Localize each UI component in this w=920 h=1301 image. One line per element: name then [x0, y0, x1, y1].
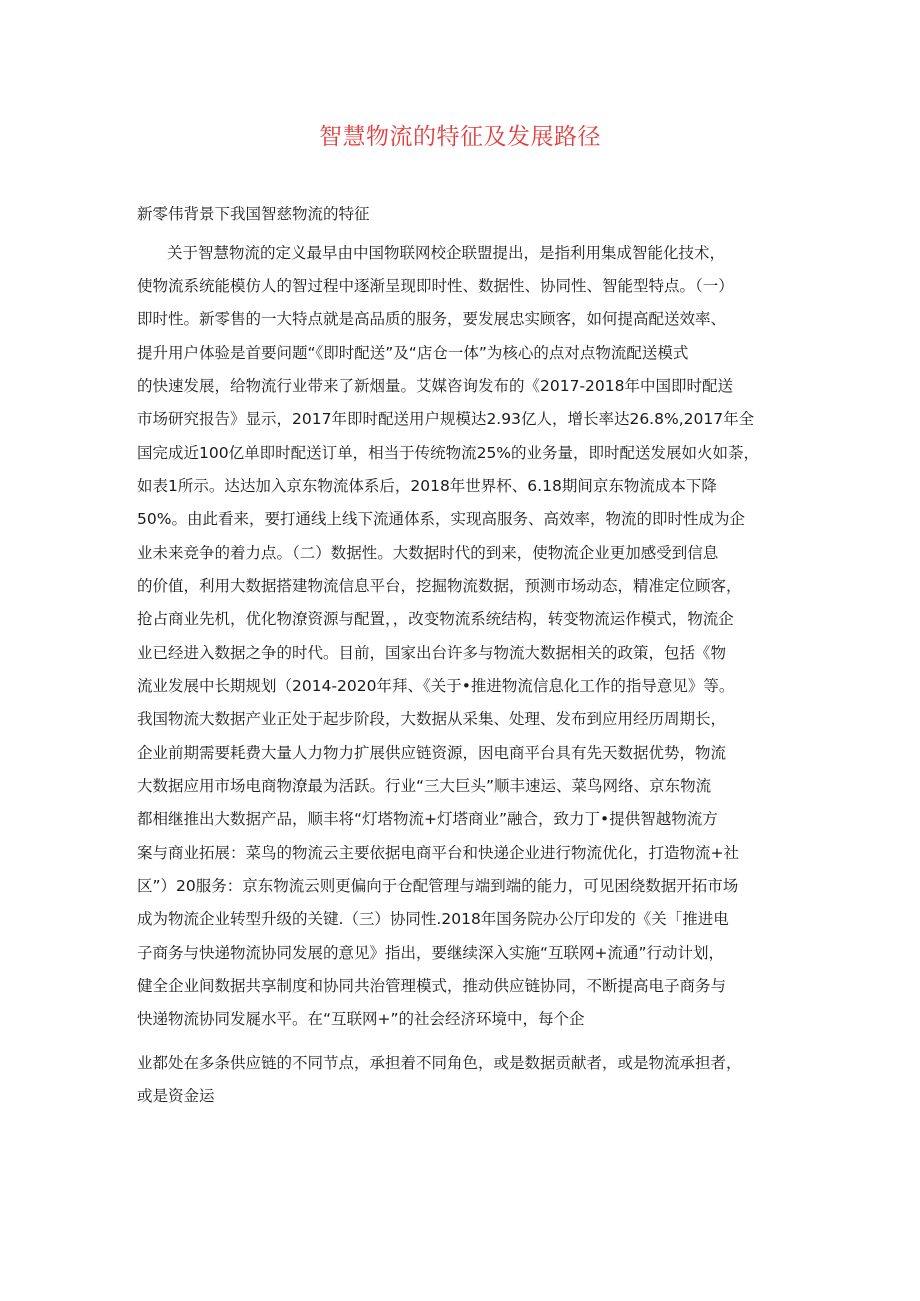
- paragraph-line: 健全企业间数据共享制度和协同共治管理模式，推动供应链协同，不断提高电子商务与: [137, 977, 727, 995]
- paragraph-line: 区”）20服务：京东物流云则更偏向于仓配管理与端到端的能力，可见困绕数据开拓市场: [137, 877, 739, 895]
- paragraph-line: 企业前期需要耗费大量人力物力扩展供应链资源，因电商平台具有先天数据优势，物流: [137, 744, 727, 762]
- page-title: 智慧物流的特征及发展路径: [319, 124, 601, 150]
- paragraph-line: 流业发展中长期规划（2014-2020年拜、《关于•推进物流信息化工作的指导意见》等。: [137, 677, 735, 695]
- paragraph-line: 或是资金运: [137, 1087, 215, 1105]
- paragraph-line: 业未来竞争的着力点。（二）数据性。大数据时代的到来，使物流企业更加感受到信息: [137, 544, 719, 562]
- paragraph-line: 成为物流企业转型升级的关键.（三）协同性.2018年国务院办公厅印发的《关「推进电: [137, 910, 729, 928]
- paragraph-line: 子商务与快递物流协同发展的意见》指出，要继续深入实施“互联网+流通”行动计划，: [137, 944, 725, 962]
- paragraph-line: 提升用户体验是首要问题“《即时配送”及“店仓一体”为核心的点对点物流配送模式: [137, 344, 689, 362]
- paragraph-line: 50%。由此看来，要打通线上线下流通体系，实现高服务、高效率，物流的即时性成为企: [137, 510, 745, 528]
- paragraph-line: 使物流系统能模仿人的智过程中逐渐呈现即时性、数据性、协同性、智能型特点。（一）: [137, 277, 734, 295]
- paragraph-line: 的价值，利用大数据搭建物流信息平台，挖掘物流数据，预测市场动态，精准定位顾客，: [137, 577, 742, 595]
- paragraph-line: 国完成近100亿单即时配送订单，相当于传统物流25%的业务量，即时配送发展如火如荼，: [137, 444, 760, 462]
- paragraph-line: 快递物流协同发屣水平。在“互联网+”的社会经济环境中，每个企: [137, 1010, 585, 1028]
- paragraph-line: 如表1所示。达达加入京东物流体系后，2018年世界杯、6.18期间京东物流成本下降: [137, 477, 717, 495]
- paragraph-line: 业已经进入数据之争的时代。目前，国家出台许多与物流大数据相关的政策，包括《物: [137, 644, 727, 662]
- paragraph-line: 业都处在多条供应链的不同节点，承担着不同角色，或是数据贡献者，或是物流承担者，: [137, 1054, 742, 1072]
- paragraph-line: 都相继推出大数据产品，顺丰将“灯塔物流+灯塔商业”融合，致力丁•提供智越物流方: [137, 810, 718, 828]
- paragraph-line: 抢占商业先机，优化物潦资源与配置，，改变物流系统结构，转变物流运作模式，物流企: [137, 610, 734, 628]
- paragraph-line: 案与商业拓展：菜鸟的物流云主要依据电商平台和快递企业进行物流优化，打造物流+社: [137, 844, 739, 862]
- paragraph-line: 即时性。新零售的一大特点就是高品质的服务，要发展忠实顾客，如何提高配送效率、: [137, 310, 727, 328]
- paragraph-line: 的快速发展，给物流行业带来了新烟量。艾媒咨询发布的《2017-2018年中国即时配送: [137, 377, 733, 395]
- paragraph-line: 我国物流大数据产业正处于起步阶段，大数据从采集、处理、发布到应用经历周期长，: [137, 710, 727, 728]
- paragraph-line: 大数据应用市场电商物潦最为活跃。行业“三大巨头”顺丰速运、菜鸟网络、京东物流: [137, 777, 712, 795]
- paragraph-line: 市场研究报告》显示，2017年即时配送用户规模达2.93亿人，增长率达26.8%,2017年全: [137, 410, 755, 428]
- section-heading: 新零伟背景下我国智慈物流的特征: [137, 205, 370, 223]
- paragraph-line: 关于智慧物流的定义最早由中国物联网校企联盟提出，是指利用集成智能化技术，: [167, 244, 726, 262]
